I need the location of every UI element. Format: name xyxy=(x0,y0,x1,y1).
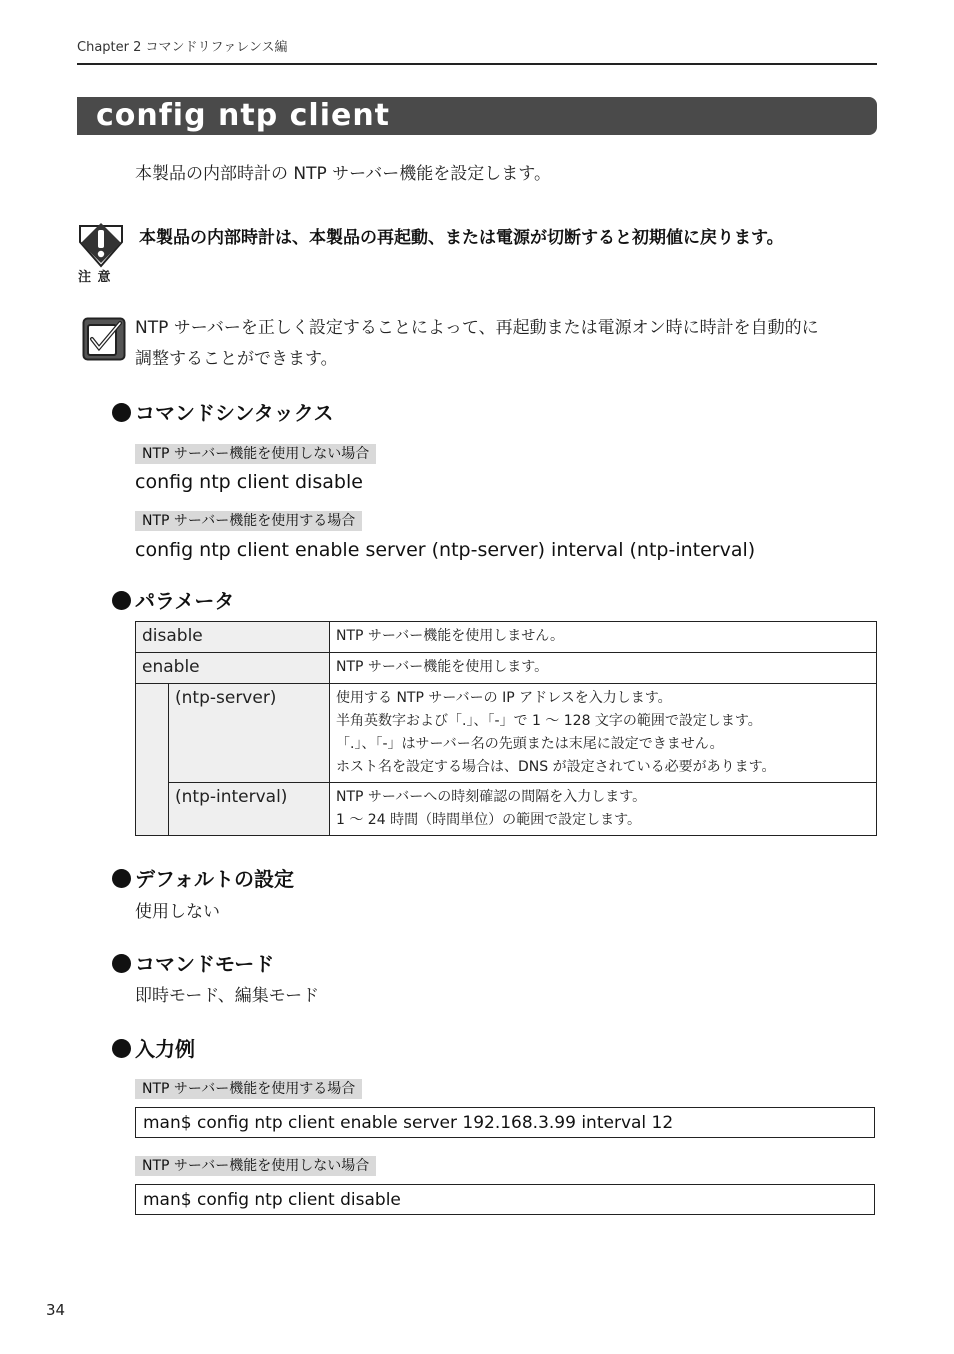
param-desc xyxy=(330,684,877,783)
caution-text: 本製品の内部時計は、本製品の再起動、または電源が切断すると初期値に戻ります。 xyxy=(139,228,784,248)
desc-line: NTP サーバー機能を使用します。 xyxy=(336,659,549,675)
param-desc xyxy=(330,622,877,653)
page-number: 34 xyxy=(46,1301,66,1319)
heading-text: パラメータ xyxy=(135,589,235,613)
param-desc xyxy=(330,653,877,684)
bullet-icon xyxy=(112,591,131,610)
example-disable-command: man$ config ntp client disable xyxy=(135,1184,875,1215)
section-heading-syntax xyxy=(112,397,334,426)
table-row xyxy=(136,622,877,653)
section-heading-mode xyxy=(112,948,274,977)
title-bar xyxy=(77,97,877,135)
desc-line: 「.」、「-」はサーバー名の先頭または末尾に設定できません。 xyxy=(336,736,724,752)
desc-line: 使用する NTP サーバーの IP アドレスを入力します。 xyxy=(336,690,672,706)
table-row xyxy=(136,653,877,684)
heading-text: 入力例 xyxy=(135,1037,195,1061)
checkmark-note-icon xyxy=(82,317,126,361)
indent-cell xyxy=(136,684,169,836)
running-head: Chapter 2 コマンドリファレンス編 xyxy=(77,40,288,55)
default-value: 使用しない xyxy=(135,902,220,922)
desc-line: 半角英数字および「.」、「-」で 1 〜 128 文字の範囲で設定します。 xyxy=(336,713,762,729)
note-text xyxy=(135,313,880,375)
note-line-2: 調整することができます。 xyxy=(135,349,338,369)
desc-line: NTP サーバー機能を使用しません。 xyxy=(336,628,565,644)
example-enable-command: man$ config ntp client enable server 192.168.3.99 interval 12 xyxy=(135,1107,875,1138)
desc-line: NTP サーバーへの時刻確認の間隔を入力します。 xyxy=(336,789,647,805)
note-line-1: NTP サーバーを正しく設定することによって、再起動または電源オン時に時計を自動的に xyxy=(135,318,819,338)
caution-icon-label: 注 意 xyxy=(78,270,112,285)
label-disable: NTP サーバー機能を使用しない場合 xyxy=(135,444,376,464)
caution-exclamation-icon xyxy=(78,222,124,284)
lead-text: 本製品の内部時計の NTP サーバー機能を設定します。 xyxy=(135,164,551,184)
desc-line: 1 〜 24 時間（時間単位）の範囲で設定します。 xyxy=(336,812,641,828)
header-rule xyxy=(77,63,877,65)
bullet-icon xyxy=(112,403,131,422)
param-name: disable xyxy=(136,622,330,653)
bullet-icon xyxy=(112,869,131,888)
param-name: (ntp-server) xyxy=(169,684,330,783)
param-name: (ntp-interval) xyxy=(169,783,330,836)
table-row xyxy=(136,783,877,836)
desc-line: ホスト名を設定する場合は、DNS が設定されている必要があります。 xyxy=(336,759,776,775)
bullet-icon xyxy=(112,1039,131,1058)
heading-text: デフォルトの設定 xyxy=(135,867,294,891)
syntax-enable: config ntp client enable server (ntp-server) interval (ntp-interval) xyxy=(135,539,756,561)
syntax-disable: config ntp client disable xyxy=(135,471,363,493)
label-example-enable: NTP サーバー機能を使用する場合 xyxy=(135,1079,362,1099)
label-example-disable: NTP サーバー機能を使用しない場合 xyxy=(135,1156,376,1176)
label-enable: NTP サーバー機能を使用する場合 xyxy=(135,511,362,531)
parameter-table xyxy=(135,621,877,836)
bullet-icon xyxy=(112,954,131,973)
heading-text: コマンドモード xyxy=(135,952,275,976)
param-name: enable xyxy=(136,653,330,684)
table-row xyxy=(136,684,877,783)
mode-value: 即時モード、編集モード xyxy=(135,986,320,1006)
section-heading-default xyxy=(112,863,294,892)
heading-text: コマンドシンタックス xyxy=(135,401,334,425)
page-title: config ntp client xyxy=(96,98,391,133)
param-desc xyxy=(330,783,877,836)
section-heading-example xyxy=(112,1033,195,1062)
section-heading-parameters xyxy=(112,585,234,614)
